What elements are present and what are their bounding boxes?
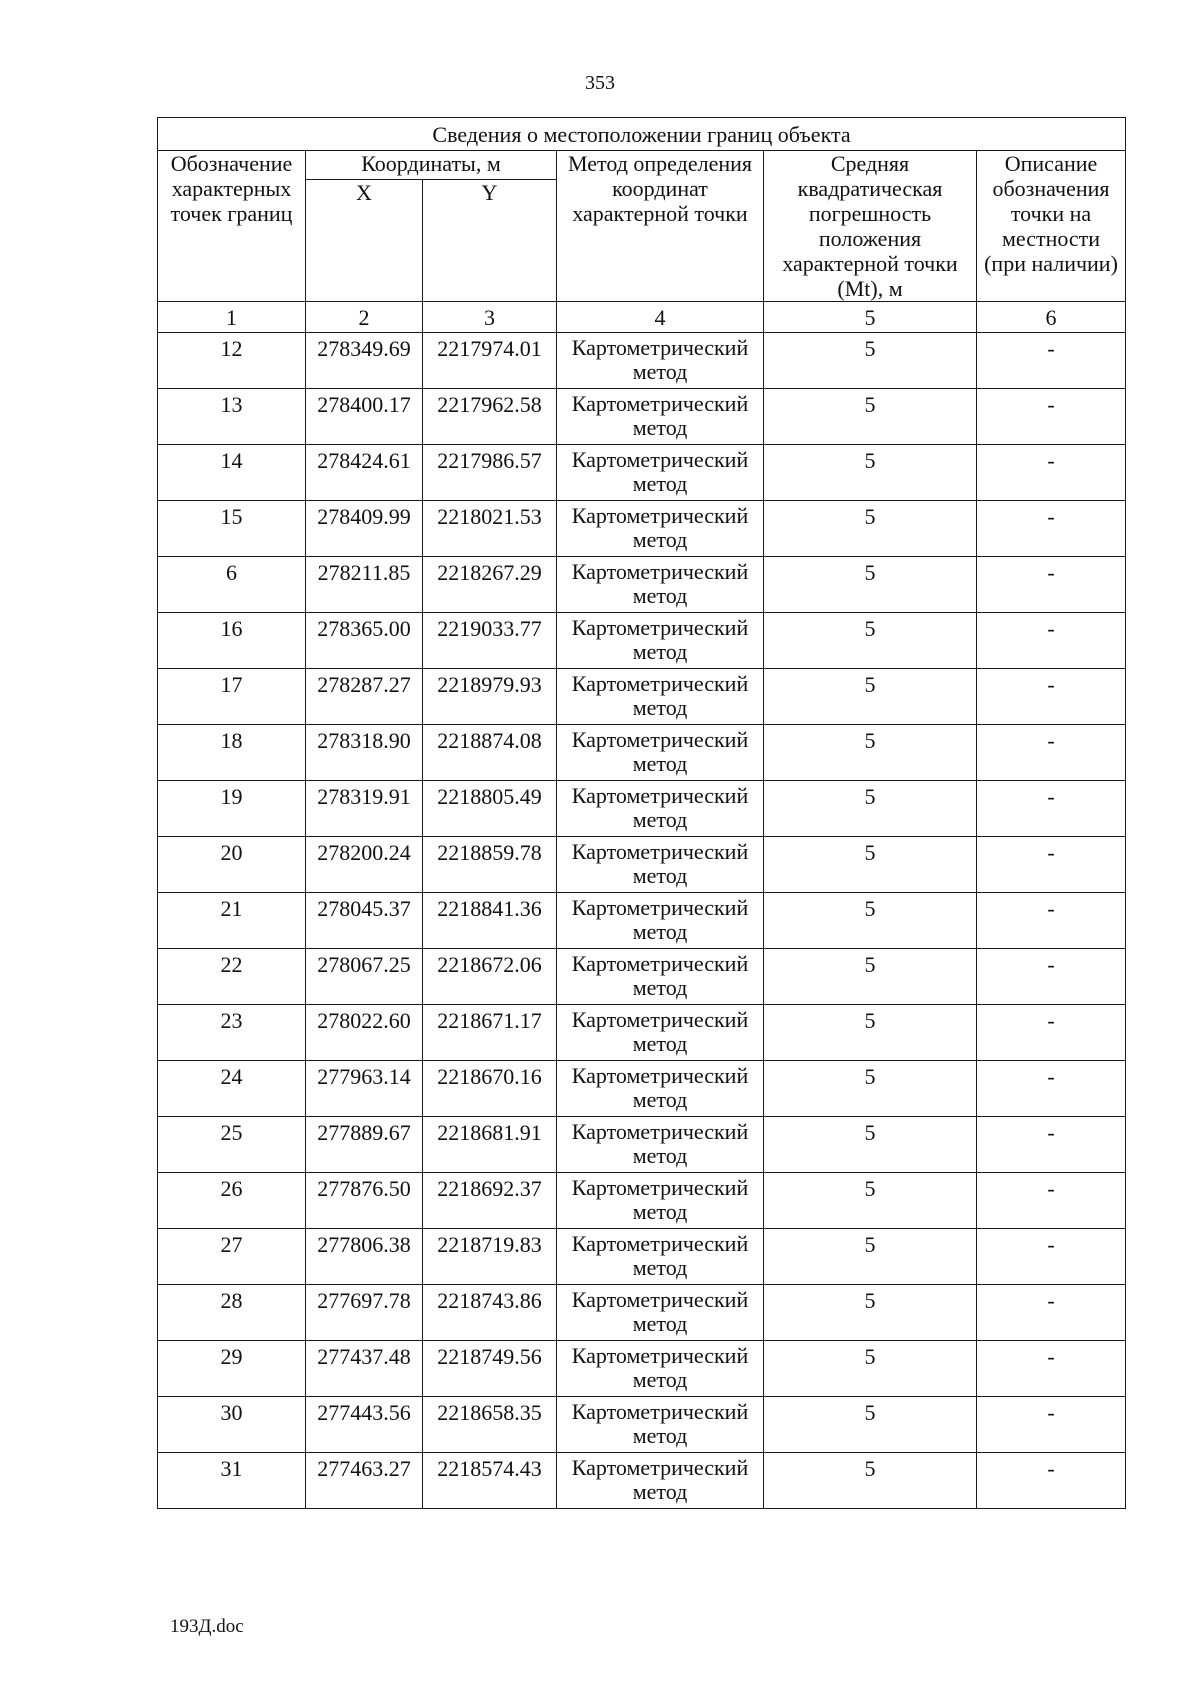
column-number-row: [158, 302, 1126, 333]
cell-x: 278211.85: [306, 557, 423, 613]
method-line-1: Картометрический: [571, 391, 749, 416]
cell-error: 5: [764, 1005, 977, 1061]
cell-description: -: [977, 781, 1126, 837]
cell-x: 278409.99: [306, 501, 423, 557]
table-row: [158, 1453, 1126, 1509]
method-line-1: Картометрический: [571, 615, 749, 640]
table-row: [158, 501, 1126, 557]
cell-point: 29: [158, 1341, 306, 1397]
cell-point: 31: [158, 1453, 306, 1509]
cell-y: 2218719.83: [423, 1229, 557, 1285]
table-row: [158, 613, 1126, 669]
cell-error: 5: [764, 1117, 977, 1173]
method-line-2: метод: [632, 527, 688, 552]
cell-description: -: [977, 1117, 1126, 1173]
method-line-2: метод: [632, 583, 688, 608]
cell-y: 2218671.17: [423, 1005, 557, 1061]
method-line-2: метод: [632, 639, 688, 664]
cell-x: 278365.00: [306, 613, 423, 669]
cell-method: [557, 725, 764, 781]
cell-y: 2218841.36: [423, 893, 557, 949]
cell-description: -: [977, 1285, 1126, 1341]
cell-method: [557, 445, 764, 501]
table-row: [158, 893, 1126, 949]
boundary-coordinates-table: [157, 117, 1126, 1509]
cell-x: 278318.90: [306, 725, 423, 781]
cell-error: 5: [764, 781, 977, 837]
cell-error: 5: [764, 1341, 977, 1397]
cell-x: 277876.50: [306, 1173, 423, 1229]
table-row: [158, 1285, 1126, 1341]
cell-y: 2218805.49: [423, 781, 557, 837]
cell-y: 2218267.29: [423, 557, 557, 613]
table-row: [158, 1005, 1126, 1061]
cell-x: 278200.24: [306, 837, 423, 893]
table-row: [158, 1061, 1126, 1117]
cell-point: 14: [158, 445, 306, 501]
cell-method: [557, 1453, 764, 1509]
cell-x: 278400.17: [306, 389, 423, 445]
cell-description: -: [977, 837, 1126, 893]
cell-point: 6: [158, 557, 306, 613]
cell-point: 16: [158, 613, 306, 669]
method-line-2: метод: [632, 1367, 688, 1392]
header-error: Средняя квадратическая погрешность положения характерной точки (Mt), м: [764, 151, 977, 302]
cell-description: -: [977, 613, 1126, 669]
method-line-2: метод: [632, 1423, 688, 1448]
cell-point: 28: [158, 1285, 306, 1341]
cell-error: 5: [764, 389, 977, 445]
cell-method: [557, 1173, 764, 1229]
method-line-1: Картометрический: [571, 1455, 749, 1480]
cell-point: 17: [158, 669, 306, 725]
cell-y: 2218672.06: [423, 949, 557, 1005]
cell-point: 20: [158, 837, 306, 893]
table-row: [158, 725, 1126, 781]
cell-error: 5: [764, 557, 977, 613]
cell-method: [557, 613, 764, 669]
header-x: X: [306, 180, 423, 302]
cell-point: 21: [158, 893, 306, 949]
header-row-top: [158, 151, 1126, 180]
table-row: [158, 1173, 1126, 1229]
cell-y: 2217962.58: [423, 389, 557, 445]
header-coordinates: Координаты, м: [306, 151, 557, 180]
column-number: 5: [764, 302, 977, 333]
cell-y: 2218979.93: [423, 669, 557, 725]
cell-point: 13: [158, 389, 306, 445]
cell-description: -: [977, 389, 1126, 445]
cell-description: -: [977, 501, 1126, 557]
cell-point: 25: [158, 1117, 306, 1173]
cell-error: 5: [764, 893, 977, 949]
cell-x: 277437.48: [306, 1341, 423, 1397]
cell-description: -: [977, 949, 1126, 1005]
cell-point: 23: [158, 1005, 306, 1061]
page-number: 353: [585, 72, 615, 94]
cell-method: [557, 669, 764, 725]
column-number: 3: [423, 302, 557, 333]
column-number: 4: [557, 302, 764, 333]
table-row: [158, 1229, 1126, 1285]
cell-x: 277697.78: [306, 1285, 423, 1341]
cell-method: [557, 1341, 764, 1397]
method-line-2: метод: [632, 1311, 688, 1336]
cell-y: 2218670.16: [423, 1061, 557, 1117]
cell-error: 5: [764, 1061, 977, 1117]
header-y: Y: [423, 180, 557, 302]
cell-error: 5: [764, 613, 977, 669]
method-line-1: Картометрический: [571, 1175, 749, 1200]
method-line-1: Картометрический: [571, 559, 749, 584]
cell-error: 5: [764, 1229, 977, 1285]
cell-method: [557, 501, 764, 557]
method-line-1: Картометрический: [571, 447, 749, 472]
cell-y: 2218749.56: [423, 1341, 557, 1397]
method-line-1: Картометрический: [571, 503, 749, 528]
cell-error: 5: [764, 725, 977, 781]
method-line-1: Картометрический: [571, 671, 749, 696]
cell-description: -: [977, 1061, 1126, 1117]
cell-x: 278349.69: [306, 333, 423, 389]
cell-description: -: [977, 1229, 1126, 1285]
cell-y: 2218692.37: [423, 1173, 557, 1229]
cell-description: -: [977, 1397, 1126, 1453]
cell-error: 5: [764, 837, 977, 893]
cell-description: -: [977, 725, 1126, 781]
cell-description: -: [977, 1341, 1126, 1397]
column-number: 1: [158, 302, 306, 333]
cell-y: 2217986.57: [423, 445, 557, 501]
cell-point: 12: [158, 333, 306, 389]
cell-y: 2218859.78: [423, 837, 557, 893]
method-line-1: Картометрический: [571, 783, 749, 808]
column-number: 2: [306, 302, 423, 333]
cell-method: [557, 837, 764, 893]
cell-description: -: [977, 1453, 1126, 1509]
cell-method: [557, 557, 764, 613]
cell-point: 30: [158, 1397, 306, 1453]
cell-y: 2218658.35: [423, 1397, 557, 1453]
cell-method: [557, 1061, 764, 1117]
table-row: [158, 1341, 1126, 1397]
cell-method: [557, 949, 764, 1005]
cell-error: 5: [764, 501, 977, 557]
method-line-1: Картометрический: [571, 951, 749, 976]
method-line-1: Картометрический: [571, 895, 749, 920]
cell-method: [557, 1397, 764, 1453]
cell-x: 277889.67: [306, 1117, 423, 1173]
footer-filename: 193Д.doc: [170, 1616, 244, 1637]
cell-method: [557, 1285, 764, 1341]
table-row: [158, 1117, 1126, 1173]
method-line-1: Картометрический: [571, 727, 749, 752]
method-line-2: метод: [632, 1199, 688, 1224]
header-point: Обозначение характерных точек границ: [158, 151, 306, 302]
method-line-1: Картометрический: [571, 1063, 749, 1088]
cell-error: 5: [764, 669, 977, 725]
method-line-2: метод: [632, 863, 688, 888]
table-row: [158, 557, 1126, 613]
method-line-2: метод: [632, 1479, 688, 1504]
cell-y: 2218681.91: [423, 1117, 557, 1173]
method-line-1: Картометрический: [571, 335, 749, 360]
cell-point: 26: [158, 1173, 306, 1229]
cell-x: 278022.60: [306, 1005, 423, 1061]
method-line-1: Картометрический: [571, 1343, 749, 1368]
table-title: Сведения о местоположении границ объекта: [158, 118, 1126, 151]
cell-description: -: [977, 557, 1126, 613]
method-line-2: метод: [632, 919, 688, 944]
table-row: [158, 781, 1126, 837]
cell-point: 15: [158, 501, 306, 557]
method-line-2: метод: [632, 359, 688, 384]
cell-x: 277963.14: [306, 1061, 423, 1117]
cell-point: 18: [158, 725, 306, 781]
cell-y: 2218021.53: [423, 501, 557, 557]
cell-point: 19: [158, 781, 306, 837]
table-row: [158, 669, 1126, 725]
cell-x: 278067.25: [306, 949, 423, 1005]
cell-x: 278045.37: [306, 893, 423, 949]
method-line-1: Картометрический: [571, 1119, 749, 1144]
cell-error: 5: [764, 1453, 977, 1509]
cell-x: 278319.91: [306, 781, 423, 837]
cell-error: 5: [764, 333, 977, 389]
table-row: [158, 1397, 1126, 1453]
method-line-2: метод: [632, 751, 688, 776]
method-line-2: метод: [632, 807, 688, 832]
cell-description: -: [977, 669, 1126, 725]
cell-method: [557, 1005, 764, 1061]
method-line-1: Картометрический: [571, 1007, 749, 1032]
table-row: [158, 389, 1126, 445]
method-line-2: метод: [632, 1031, 688, 1056]
table-row: [158, 949, 1126, 1005]
table-title-row: [158, 118, 1126, 151]
header-method: Метод определения координат характерной точки: [557, 151, 764, 302]
cell-point: 22: [158, 949, 306, 1005]
method-line-1: Картометрический: [571, 1231, 749, 1256]
cell-x: 278287.27: [306, 669, 423, 725]
cell-description: -: [977, 893, 1126, 949]
cell-description: -: [977, 1005, 1126, 1061]
method-line-2: метод: [632, 1255, 688, 1280]
cell-error: 5: [764, 949, 977, 1005]
column-number: 6: [977, 302, 1126, 333]
cell-x: 277463.27: [306, 1453, 423, 1509]
method-line-1: Картометрический: [571, 839, 749, 864]
cell-description: -: [977, 445, 1126, 501]
cell-error: 5: [764, 445, 977, 501]
cell-y: 2217974.01: [423, 333, 557, 389]
cell-method: [557, 781, 764, 837]
cell-x: 277806.38: [306, 1229, 423, 1285]
cell-error: 5: [764, 1285, 977, 1341]
cell-y: 2218743.86: [423, 1285, 557, 1341]
method-line-2: метод: [632, 415, 688, 440]
table-row: [158, 445, 1126, 501]
cell-method: [557, 333, 764, 389]
cell-y: 2218574.43: [423, 1453, 557, 1509]
cell-x: 278424.61: [306, 445, 423, 501]
cell-y: 2219033.77: [423, 613, 557, 669]
method-line-2: метод: [632, 1143, 688, 1168]
cell-description: -: [977, 333, 1126, 389]
cell-method: [557, 389, 764, 445]
table-row: [158, 333, 1126, 389]
method-line-2: метод: [632, 1087, 688, 1112]
cell-y: 2218874.08: [423, 725, 557, 781]
method-line-1: Картометрический: [571, 1287, 749, 1312]
cell-description: -: [977, 1173, 1126, 1229]
cell-point: 24: [158, 1061, 306, 1117]
cell-method: [557, 1117, 764, 1173]
method-line-2: метод: [632, 471, 688, 496]
cell-error: 5: [764, 1397, 977, 1453]
method-line-2: метод: [632, 695, 688, 720]
cell-method: [557, 893, 764, 949]
method-line-1: Картометрический: [571, 1399, 749, 1424]
cell-point: 27: [158, 1229, 306, 1285]
header-description: Описание обозначения точки на местности (при наличии): [977, 151, 1126, 302]
cell-x: 277443.56: [306, 1397, 423, 1453]
method-line-2: метод: [632, 975, 688, 1000]
cell-error: 5: [764, 1173, 977, 1229]
table-row: [158, 837, 1126, 893]
cell-method: [557, 1229, 764, 1285]
